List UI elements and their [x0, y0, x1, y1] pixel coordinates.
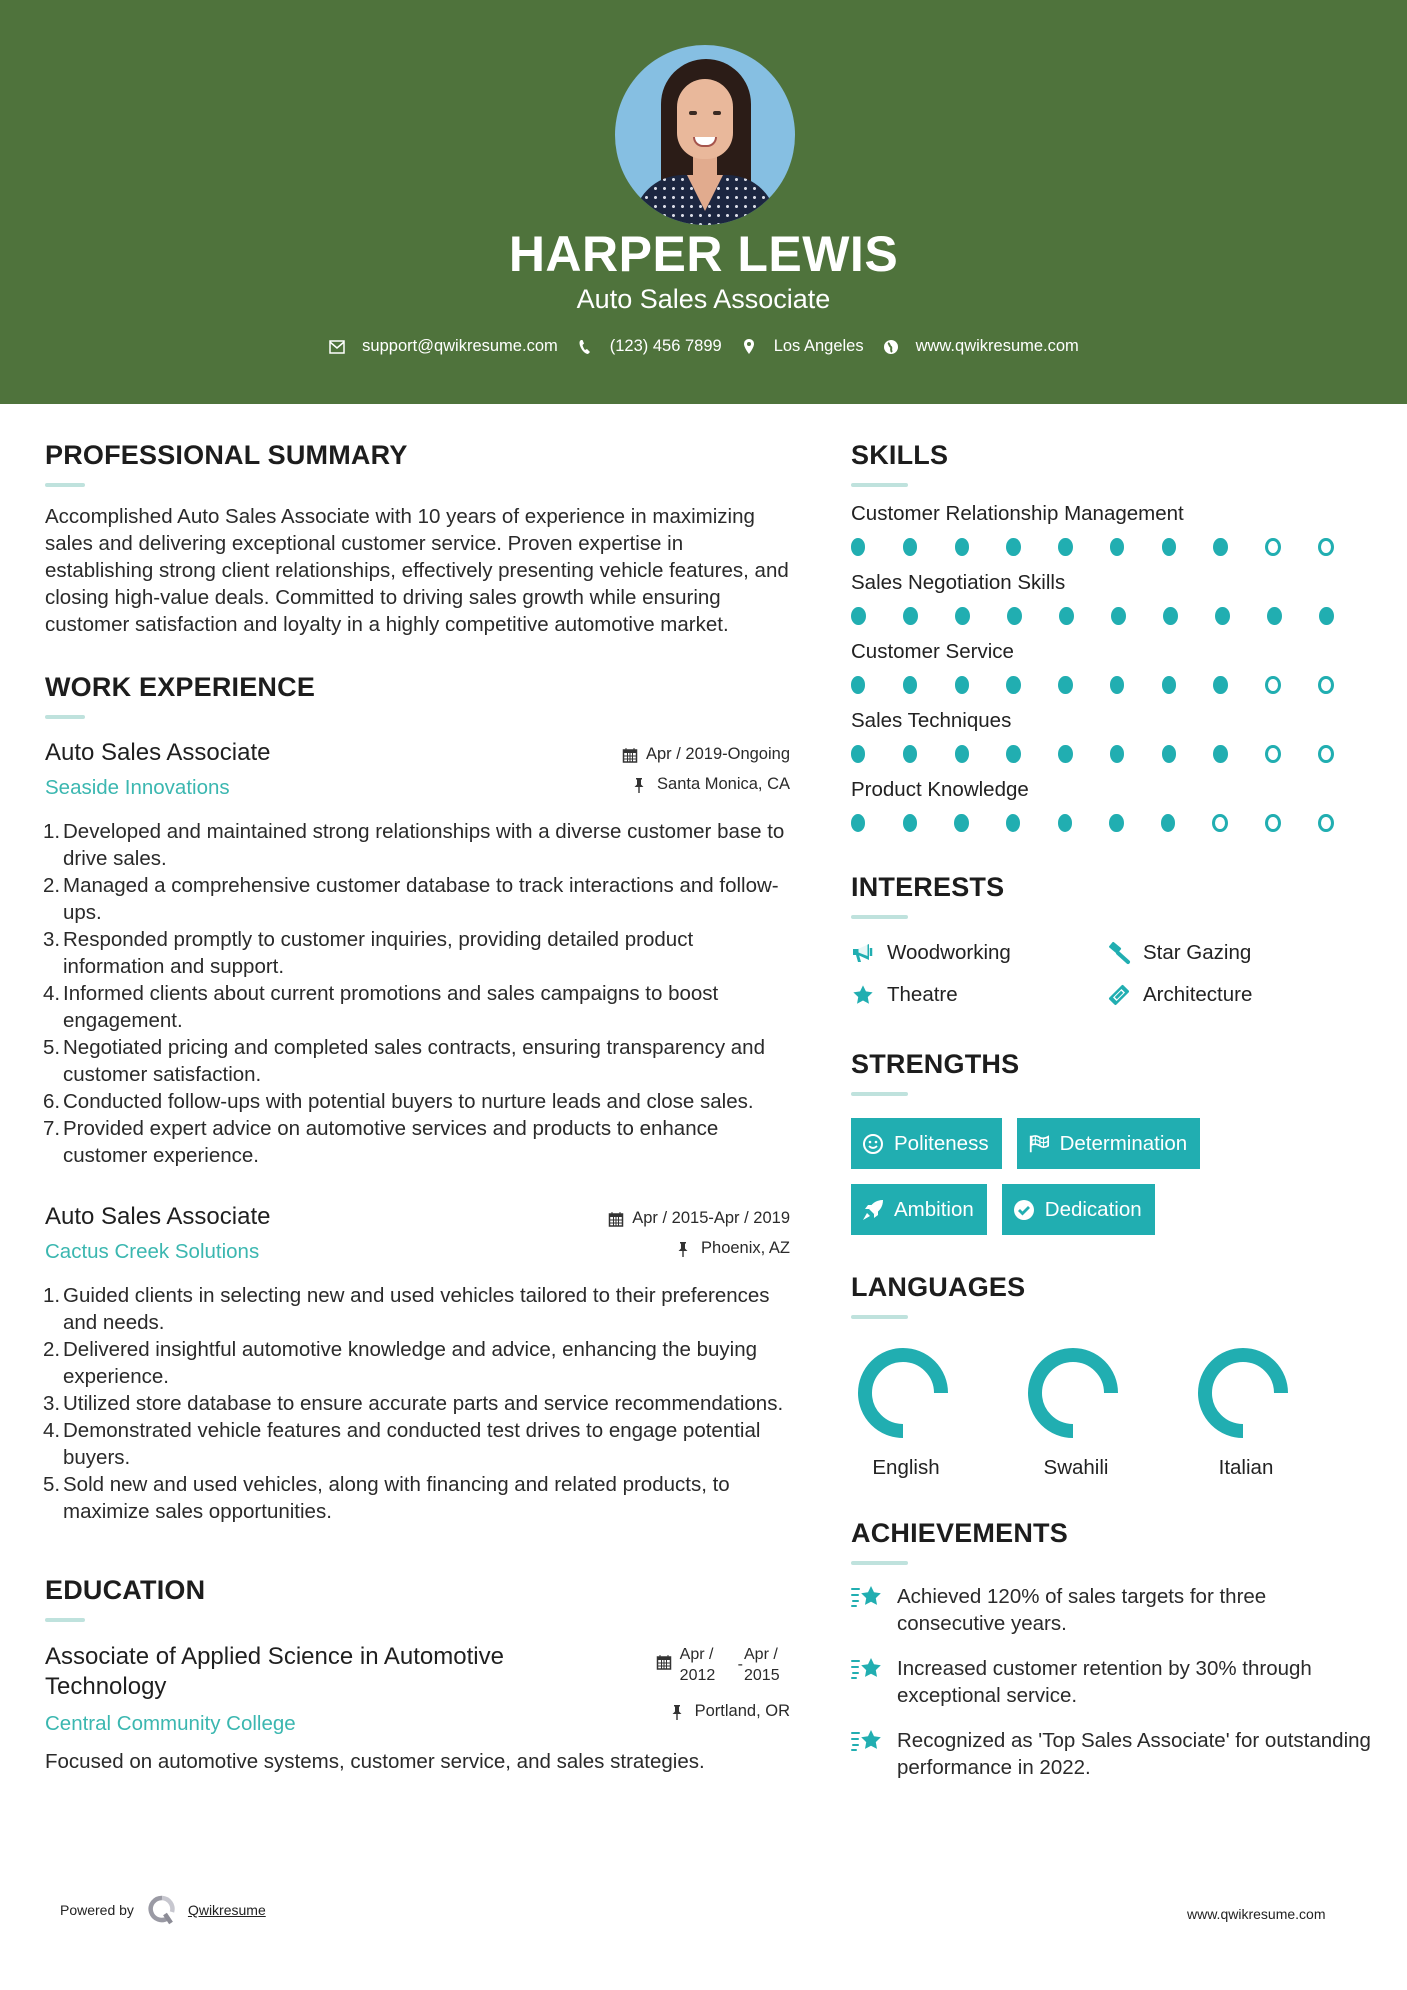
list-item: 4. Demonstrated vehicle features and conducted test drives to engage potential buyers. [43, 1419, 761, 1469]
rating-dot-empty [1318, 676, 1334, 694]
rating-dot-filled [1162, 745, 1176, 763]
interests-section [851, 872, 1371, 1007]
candidate-name: HARPER LEWIS [508, 226, 899, 282]
calendar-icon [656, 1654, 672, 1670]
rating-dot-filled [1058, 538, 1072, 556]
ticket-icon [1107, 983, 1131, 1007]
rating-dot-filled [1058, 814, 1072, 832]
list-item: 1. Guided clients in selecting new and used vehicles tailored to their preferences and needs. [43, 1284, 770, 1334]
achievement-item: Achieved 120% of sales targets for three consecutive years. [851, 1583, 1371, 1637]
rating-dot-empty [1318, 814, 1334, 832]
section-title: EDUCATION [45, 1575, 206, 1605]
skill-item: Customer Relationship Management [851, 502, 1371, 556]
education-dates: Apr / 2012 - Apr / 2015 [656, 1644, 790, 1686]
rating-dot-filled [955, 607, 970, 625]
shooting-star-icon [851, 1583, 885, 1613]
rating-dot-filled [1111, 607, 1126, 625]
globe-icon [882, 338, 900, 356]
education-section [45, 1575, 790, 1775]
section-divider [851, 483, 908, 487]
list-item: 2. Managed a comprehensive customer database to track interactions and follow-ups. [43, 874, 779, 924]
list-item: 1. Developed and maintained strong relationships with a diverse customer base to drive sales. [43, 820, 785, 870]
rating-dot-filled [954, 814, 968, 832]
skill-rating [851, 814, 1371, 832]
star-icon [851, 983, 875, 1007]
section-title: LANGUAGES [851, 1272, 1026, 1302]
interest-item: Architecture [1107, 983, 1347, 1007]
megaphone-icon [851, 941, 875, 965]
job-dates: Apr / 2015-Apr / 2019 [608, 1209, 790, 1228]
section-title: ACHIEVEMENTS [851, 1518, 1068, 1548]
job-company: Seaside Innovations [45, 776, 230, 799]
language-item: Swahili [1021, 1347, 1191, 1480]
rating-dot-filled [1006, 538, 1020, 556]
languages-section [851, 1272, 1371, 1480]
envelope-icon [328, 338, 346, 356]
experience-section [45, 672, 790, 1525]
strength-badge: Determination [1017, 1118, 1201, 1169]
smile-icon [862, 1133, 884, 1155]
rating-dot-filled [1006, 676, 1020, 694]
rating-dot-filled [903, 676, 917, 694]
interest-item: Theatre [851, 983, 1107, 1007]
rating-dot-filled [1319, 607, 1334, 625]
skill-item: Sales Negotiation Skills [851, 571, 1371, 625]
rating-dot-filled [1006, 745, 1020, 763]
contact-phone[interactable]: (123) 456 7899 [576, 337, 722, 356]
calendar-icon [608, 1211, 624, 1227]
rating-dot-filled [1213, 745, 1227, 763]
list-item: 5. Negotiated pricing and completed sales contracts, ensuring transparency and customer satisfaction. [43, 1036, 765, 1086]
list-item: 2. Delivered insightful automotive knowledge and advice, enhancing the buying experience. [43, 1338, 758, 1388]
language-item: Italian [1191, 1347, 1361, 1480]
rating-dot-filled [903, 814, 917, 832]
job-title: Auto Sales Associate [45, 1203, 271, 1230]
contact-website[interactable]: www.qwikresume.com [882, 337, 1079, 356]
achievement-item: Increased customer retention by 30% through exceptional service. [851, 1655, 1371, 1709]
section-divider [45, 483, 85, 487]
skill-rating [851, 538, 1371, 556]
school-name: Central Community College [45, 1712, 296, 1735]
rating-dot-filled [1161, 814, 1175, 832]
job-location: Santa Monica, CA [622, 775, 790, 794]
rating-dot-filled [851, 607, 866, 625]
rating-dot-filled [1059, 607, 1074, 625]
rating-dot-filled [1110, 676, 1124, 694]
rating-dot-filled [955, 538, 969, 556]
rating-dot-filled [1109, 814, 1123, 832]
section-divider [45, 1618, 85, 1622]
rating-dot-filled [1006, 814, 1020, 832]
rating-dot-filled [955, 676, 969, 694]
section-divider [851, 1561, 908, 1565]
rating-dot-filled [955, 745, 969, 763]
rating-dot-filled [851, 745, 865, 763]
achievement-item: Recognized as 'Top Sales Associate' for outstanding performance in 2022. [851, 1727, 1371, 1781]
list-item: 5. Sold new and used vehicles, along with financing and related products, to maximize sales opportunities. [43, 1473, 730, 1523]
language-item: English [851, 1347, 1021, 1480]
rocket-icon [862, 1199, 884, 1221]
rating-dot-filled [1058, 676, 1072, 694]
candidate-role: Auto Sales Associate [576, 284, 831, 314]
job-entry [45, 1203, 790, 1525]
summary-section [45, 440, 790, 638]
footer-website[interactable]: www.qwikresume.com [1187, 1906, 1326, 1922]
job-location: Phoenix, AZ [608, 1239, 790, 1258]
strength-badge: Politeness [851, 1118, 1002, 1169]
list-item: 4. Informed clients about current promotions and sales campaigns to boost engagement. [43, 982, 719, 1032]
strength-badge: Dedication [1002, 1184, 1155, 1235]
pushpin-icon [633, 777, 649, 793]
rating-dot-empty [1318, 538, 1334, 556]
list-item: 3. Responded promptly to customer inquiries, providing detailed product information and support. [43, 928, 694, 978]
pushpin-icon [677, 1241, 693, 1257]
proficiency-ring [857, 1347, 949, 1439]
achievements-section [851, 1518, 1371, 1781]
flag-icon [1028, 1133, 1050, 1155]
rating-dot-filled [1007, 607, 1022, 625]
skill-item: Customer Service [851, 640, 1371, 694]
skill-item: Sales Techniques [851, 709, 1371, 763]
job-title: Auto Sales Associate [45, 739, 271, 766]
skill-rating [851, 607, 1371, 625]
job-bullets [45, 1282, 790, 1525]
interest-item: Star Gazing [1107, 941, 1347, 965]
left-column [45, 440, 790, 1775]
list-item: 6. Conducted follow-ups with potential buyers to nurture leads and close sales. [43, 1090, 754, 1113]
check-circle-icon [1013, 1199, 1035, 1221]
rating-dot-filled [1213, 676, 1227, 694]
education-location: Portland, OR [656, 1702, 790, 1721]
skills-list [851, 502, 1371, 832]
rating-dot-filled [1162, 538, 1176, 556]
skills-section [851, 440, 1371, 832]
header-banner [0, 0, 1407, 404]
qwikresume-link[interactable]: Qwikresume [187, 1902, 266, 1918]
right-column [851, 440, 1371, 1781]
contact-bar [0, 337, 1407, 356]
rating-dot-filled [1110, 538, 1124, 556]
rating-dot-filled [851, 814, 865, 832]
rating-dot-empty [1265, 676, 1281, 694]
rating-dot-filled [1110, 745, 1124, 763]
shooting-star-icon [851, 1655, 885, 1685]
rating-dot-filled [1163, 607, 1178, 625]
section-title: PROFESSIONAL SUMMARY [45, 440, 408, 470]
section-divider [851, 915, 908, 919]
proficiency-ring [1027, 1347, 1119, 1439]
rating-dot-filled [1215, 607, 1230, 625]
qwikresume-logo-icon [148, 1895, 176, 1925]
rating-dot-filled [903, 607, 918, 625]
job-bullets [45, 818, 790, 1169]
rating-dot-filled [1058, 745, 1072, 763]
phone-icon [576, 338, 594, 356]
list-item: 7. Provided expert advice on automotive services and products to enhance customer experience. [43, 1117, 719, 1167]
gavel-icon [1107, 941, 1131, 965]
skill-item: Product Knowledge [851, 778, 1371, 832]
education-description: Focused on automotive systems, customer service, and sales strategies. [45, 1750, 705, 1773]
rating-dot-empty [1318, 745, 1334, 763]
footer-powered-by: Powered by Qwikresume [60, 1895, 266, 1925]
job-entry [45, 739, 790, 1169]
section-divider [851, 1092, 908, 1096]
rating-dot-empty [1265, 745, 1281, 763]
section-divider [851, 1315, 908, 1319]
contact-location: Los Angeles [740, 337, 864, 356]
pushpin-icon [671, 1704, 687, 1720]
proficiency-ring [1197, 1347, 1289, 1439]
contact-email[interactable]: support@qwikresume.com [328, 337, 558, 356]
skill-rating [851, 745, 1371, 763]
section-title: INTERESTS [851, 872, 1005, 902]
interest-item: Woodworking [851, 941, 1107, 965]
rating-dot-filled [1213, 538, 1227, 556]
section-title: WORK EXPERIENCE [45, 672, 316, 702]
list-item: 3. Utilized store database to ensure accurate parts and service recommendations. [43, 1392, 784, 1415]
rating-dot-filled [851, 538, 865, 556]
strengths-section [851, 1049, 1371, 1250]
rating-dot-filled [851, 676, 865, 694]
rating-dot-filled [903, 538, 917, 556]
shooting-star-icon [851, 1727, 885, 1757]
rating-dot-filled [1267, 607, 1282, 625]
rating-dot-empty [1265, 814, 1281, 832]
calendar-icon [622, 747, 638, 763]
rating-dot-empty [1265, 538, 1281, 556]
degree-title: Associate of Applied Science in Automotive Technology [45, 1643, 504, 1700]
strength-badge: Ambition [851, 1184, 987, 1235]
summary-text: Accomplished Auto Sales Associate with 10 years of experience in maximizing sales and delivering exceptional customer service. Proven expertise in establishing strong client relationships, effectively presenting vehicle features, and closing high-value deals. Committed to driving sales growth while ensuring customer satisfaction and loyalty in a highly competitive automotive market. [45, 505, 789, 636]
section-title: STRENGTHS [851, 1049, 1020, 1079]
profile-photo [615, 45, 795, 225]
job-dates: Apr / 2019-Ongoing [622, 745, 790, 764]
rating-dot-filled [903, 745, 917, 763]
rating-dot-filled [1162, 676, 1176, 694]
map-pin-icon [740, 338, 758, 356]
section-title: SKILLS [851, 440, 949, 470]
rating-dot-empty [1212, 814, 1228, 832]
skill-rating [851, 676, 1371, 694]
job-company: Cactus Creek Solutions [45, 1240, 260, 1263]
section-divider [45, 715, 85, 719]
